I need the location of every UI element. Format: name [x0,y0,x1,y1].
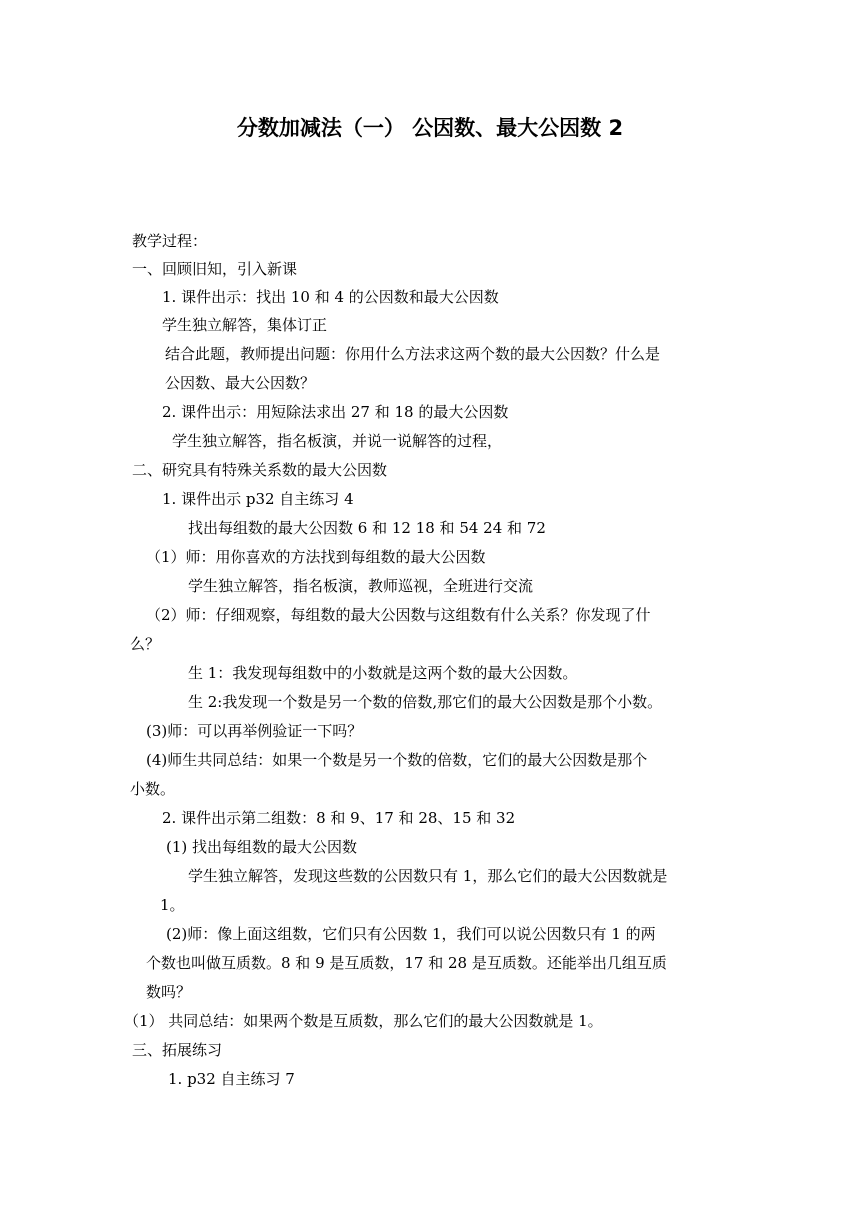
text-line: 1. 课件出示 p32 自主练习 4 [162,490,354,508]
text-line: 生 2:我发现一个数是另一个数的倍数,那它们的最大公因数是那个小数。 [188,693,663,711]
text-line: 2. 课件出示：用短除法求出 27 和 18 的最大公因数 [162,403,509,421]
text-line: 个数也叫做互质数。8 和 9 是互质数，17 和 28 是互质数。还能举出几组互质 [146,954,667,972]
text-line: （1）师：用你喜欢的方法找到每组数的最大公因数 [146,548,486,566]
text-line: 生 1：我发现每组数中的小数就是这两个数的最大公因数。 [188,664,578,682]
text-line: 公因数、最大公因数？ [165,374,316,392]
text-line: 教学过程： [132,232,208,250]
text-line: 学生独立解答，指名板演，并说一说解答的过程， [172,432,503,450]
text-line: （2）师：仔细观察，每组数的最大公因数与这组数有什么关系？你发现了什 [146,606,651,624]
text-line: 1。 [160,896,185,914]
text-line: 数吗？ [146,983,192,1001]
text-line: 小数。 [130,780,176,798]
section-heading: 一、回顾旧知，引入新课 [132,260,298,278]
text-line: 2. 课件出示第二组数：8 和 9、17 和 28、15 和 32 [162,809,516,827]
text-line: 学生独立解答，集体订正 [162,316,328,334]
text-line: 学生独立解答，发现这些数的公因数只有 1，那么它们的最大公因数就是 [188,867,668,885]
text-line: (3)师：可以再举例验证一下吗？ [146,722,363,740]
text-line: (4)师生共同总结：如果一个数是另一个数的倍数，它们的最大公因数是那个 [146,751,648,769]
text-line: 结合此题，教师提出问题：你用什么方法求这两个数的最大公因数？什么是 [165,345,661,363]
text-line: (2)师：像上面这组数，它们只有公因数 1，我们可以说公因数只有 1 的两 [166,925,656,943]
text-line: 1. p32 自主练习 7 [168,1070,295,1088]
text-line: (1) 找出每组数的最大公因数 [166,838,358,856]
text-line: 么？ [130,635,161,653]
section-heading: 二、研究具有特殊关系数的最大公因数 [132,461,388,479]
text-line: 1. 课件出示：找出 10 和 4 的公因数和最大公因数 [162,288,499,306]
text-line: 学生独立解答，指名板演，教师巡视，全班进行交流 [188,577,534,595]
section-heading: 三、拓展练习 [132,1041,223,1059]
document-title: 分数加减法（一） 公因数、最大公因数 2 [236,116,624,140]
text-line: （1） 共同总结：如果两个数是互质数，那么它们的最大公因数就是 1。 [124,1012,603,1030]
text-line: 找出每组数的最大公因数 6 和 12 18 和 54 24 和 72 [188,519,546,537]
